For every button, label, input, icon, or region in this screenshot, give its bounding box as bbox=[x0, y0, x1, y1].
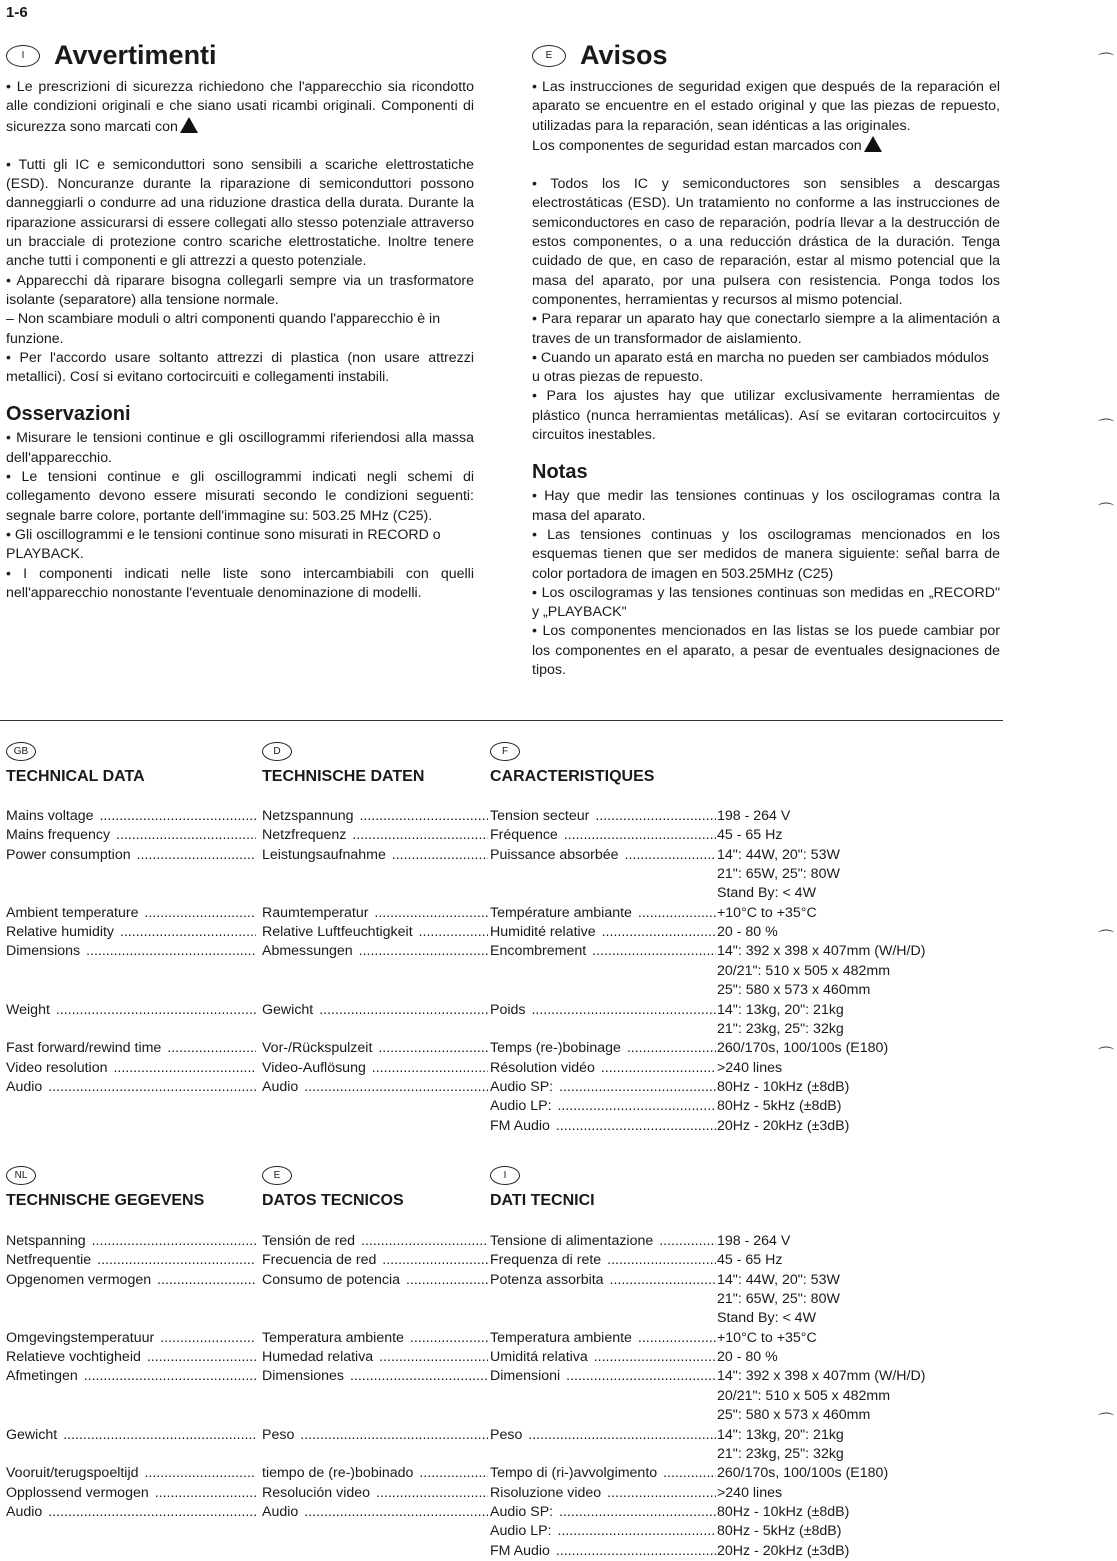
table-cell-value: 21": 23kg, 25": 32kg bbox=[717, 1020, 844, 1037]
scan-edge-mark: ⌒ bbox=[1098, 1413, 1115, 1430]
spanish-p3: • Para reparar un aparato hay que conectarlo siempre a la alimentación a traves de un transformador de aislamiento. bbox=[532, 311, 1000, 347]
table-row bbox=[6, 826, 1006, 845]
table-cell-label: Poids ..... bbox=[490, 1001, 716, 1020]
table-cell-label: Video resolution ..... bbox=[6, 1059, 256, 1078]
table-cell-label: Audio SP: ..... bbox=[490, 1078, 716, 1097]
table-row bbox=[6, 1542, 1006, 1561]
scan-edge-mark: ⌒ bbox=[1098, 53, 1115, 70]
table-cell-label: Audio ..... bbox=[262, 1503, 488, 1522]
italy-badge: I bbox=[6, 45, 40, 67]
italian-p4: – Non scambiare moduli o altri componenti quando l'apparecchio è in funzione. bbox=[6, 311, 441, 347]
table-cell-label: Opplossend vermogen ..... bbox=[6, 1484, 256, 1503]
table-cell-label: Potenza assorbita ..... bbox=[490, 1271, 716, 1290]
table-cell-value: 80Hz - 5kHz (±8dB) bbox=[717, 1098, 842, 1115]
table-row bbox=[6, 1001, 1006, 1020]
technical-data-table-2 bbox=[6, 1166, 1006, 1561]
table-cell-label: Afmetingen ..... bbox=[6, 1367, 256, 1386]
spanish-n1: • Hay que medir las tensiones continuas y los oscilogramas contra la masa del aparato. bbox=[532, 488, 1000, 524]
table-cell-value: 14": 44W, 20": 53W bbox=[717, 1271, 840, 1288]
table-cell-label: Relatieve vochtigheid ..... bbox=[6, 1348, 256, 1367]
table-cell-label: Power consumption ..... bbox=[6, 846, 256, 865]
table-cell-value: 20/21": 510 x 505 x 482mm bbox=[717, 962, 891, 979]
table-cell-label: Fast forward/rewind time ..... bbox=[6, 1039, 256, 1058]
table-cell-label: Netzspannung ..... bbox=[262, 807, 488, 826]
gb-badge: GB bbox=[6, 742, 36, 761]
table-row bbox=[6, 846, 1006, 865]
table-cell-value: 20 - 80 % bbox=[717, 924, 778, 941]
table-cell-label: Omgevingstemperatuur ..... bbox=[6, 1329, 256, 1348]
spanish-title: Avisos bbox=[580, 40, 668, 71]
table-cell-label: Abmessungen ..... bbox=[262, 942, 488, 961]
table-cell-label: Risoluzione video ..... bbox=[490, 1484, 716, 1503]
italian-p2: • Tutti gli IC e semiconduttori sono sensibili a scariche elettrostatiche (ESD). Noncuranze durante la riparazione di semiconduttori possono danneggiarli o condurre ad una riduzione drastica della durata. Durante la riparazione assicurarsi di essere collegati allo stesso potenziale attraverso un bracciale di protezione contro scariche elettrostatiche. Inoltre tenere anche tutti i componenti e gli attrezzi a questo potenziale. bbox=[6, 156, 474, 270]
section-divider bbox=[0, 720, 1003, 721]
table-cell-label: Humidité relative ..... bbox=[490, 923, 716, 942]
scan-edge-mark: ⌒ bbox=[1098, 503, 1115, 520]
table2-header-nl: TECHNISCHE GEGEVENS bbox=[6, 1192, 205, 1209]
table-cell-label: Audio ..... bbox=[6, 1503, 256, 1522]
table-cell-label: Tempo di (ri-)avvolgimento ..... bbox=[490, 1464, 716, 1483]
table-cell-label: Audio LP: ..... bbox=[490, 1097, 716, 1116]
table1-header-de: TECHNISCHE DATEN bbox=[262, 768, 425, 785]
technical-data-table-1 bbox=[6, 742, 1006, 1142]
table-cell-label: Raumtemperatur ..... bbox=[262, 904, 488, 923]
table-row bbox=[6, 1426, 1006, 1445]
italian-p5: • Per l'accordo usare soltanto attrezzi di plastica (non usare attrezzi metallici). Cosí si evitano cortocircuiti e collegamenti instabili. bbox=[6, 349, 474, 386]
table-cell-value: 45 - 65 Hz bbox=[717, 1252, 783, 1269]
table-cell-label: Peso ..... bbox=[490, 1426, 716, 1445]
scan-edge-mark: ⌒ bbox=[1098, 930, 1115, 947]
italian-p1: • Le prescrizioni di sicurezza richiedono che l'apparecchio sia ricondotto alle condizioni originali e che siano usati ricambi originali. Componenti di sicurezza sono marcati con bbox=[6, 79, 474, 135]
table-cell-value: +10°C to +35°C bbox=[717, 904, 817, 921]
table-row bbox=[6, 1039, 1006, 1058]
table-cell-label: Dimensiones ..... bbox=[262, 1367, 488, 1386]
table-cell-label: Netzfrequenz ..... bbox=[262, 826, 488, 845]
table-cell-value: 45 - 65 Hz bbox=[717, 827, 783, 844]
table-cell-value: 21": 65W, 25": 80W bbox=[717, 1291, 840, 1308]
italian-n3: • Gli oscillogrammi e le tensioni continue sono misurati in RECORD o PLAYBACK. bbox=[6, 526, 441, 563]
table-row bbox=[6, 807, 1006, 826]
table-cell-value: 20Hz - 20kHz (±3dB) bbox=[717, 1117, 850, 1134]
table-cell-label: Encombrement ..... bbox=[490, 942, 716, 961]
italian-n2: • Le tensioni continue e gli oscillogrammi indicati negli schemi di collegamento devono essere misurati secondo le condizioni seguenti: segnale barre colore, portante dell'immagine su: 503.25 MHz (C25). bbox=[6, 469, 474, 524]
table-cell-label: Audio SP: ..... bbox=[490, 1503, 716, 1522]
table-cell-label: Mains voltage ..... bbox=[6, 807, 256, 826]
table-cell-label: Gewicht ..... bbox=[262, 1001, 488, 1020]
table-cell-label: Puissance absorbée ..... bbox=[490, 846, 716, 865]
table-cell-value: 80Hz - 5kHz (±8dB) bbox=[717, 1523, 842, 1540]
table-row bbox=[6, 1059, 1006, 1078]
italian-title: Avvertimenti bbox=[54, 40, 217, 71]
table-cell-value: 25": 580 x 573 x 460mm bbox=[717, 1407, 871, 1424]
table-cell-label: Fréquence ..... bbox=[490, 826, 716, 845]
spanish-p1: • Las instrucciones de seguridad exigen que después de la reparación el aparato se encuentre en el estado original y que las piezas de repuesto, utilizadas para la reparación, sean idénticas a las originales. bbox=[532, 79, 1000, 134]
table-row bbox=[6, 1078, 1006, 1097]
table-cell-value: 20Hz - 20kHz (±3dB) bbox=[717, 1542, 850, 1559]
spanish-n2: • Las tensiones continuas y los oscilogramas mencionados en los esquemas tienen que ser medidos de manera siguiente: señal barra de color portadora de imagen en 503.25MHz (C25) bbox=[532, 526, 1000, 582]
table-cell-label: Résolution vidéo ..... bbox=[490, 1059, 716, 1078]
scan-edge-mark: ⌒ bbox=[1098, 419, 1115, 436]
spanish-column bbox=[532, 38, 1000, 680]
table-row bbox=[6, 1503, 1006, 1522]
table-cell-label: Mains frequency ..... bbox=[6, 826, 256, 845]
table-row bbox=[6, 1387, 1006, 1406]
spain-badge: E bbox=[532, 45, 566, 67]
table-cell-label: Peso ..... bbox=[262, 1426, 488, 1445]
table-cell-label: Temps (re-)bobinage ..... bbox=[490, 1039, 716, 1058]
italian-heading bbox=[6, 38, 474, 74]
table-row bbox=[6, 1251, 1006, 1270]
table-cell-label: Température ambiante ..... bbox=[490, 904, 716, 923]
table-cell-label: Consumo de potencia ..... bbox=[262, 1271, 488, 1290]
spanish-n3: • Los oscilogramas y las tensiones continuas son medidas en „RECORD" y „PLAYBACK" bbox=[532, 584, 1000, 621]
italian-n4: • I componenti indicati nelle liste sono intercambiabili con quelli nell'apparecchio nonostante l'eventuale denominazione di modelli. bbox=[6, 565, 474, 601]
spanish-heading bbox=[532, 38, 1000, 74]
table-cell-label: Umiditá relativa ..... bbox=[490, 1348, 716, 1367]
table-cell-label: FM Audio ..... bbox=[490, 1542, 716, 1561]
table-cell-label: FM Audio ..... bbox=[490, 1117, 716, 1136]
italy-badge-2: I bbox=[490, 1166, 520, 1185]
table-row bbox=[6, 1522, 1006, 1541]
table-cell-value: 260/170s, 100/100s (E180) bbox=[717, 1465, 889, 1482]
table-cell-label: Frequenza di rete ..... bbox=[490, 1251, 716, 1270]
spanish-p4: • Cuando un aparato está en marcha no pueden ser cambiados módulos u otras piezas de repuesto. bbox=[532, 349, 989, 386]
france-badge: F bbox=[490, 742, 520, 761]
table-cell-value: 14": 13kg, 20": 21kg bbox=[717, 1001, 844, 1018]
table-cell-value: 198 - 264 V bbox=[717, 808, 791, 824]
table-row bbox=[6, 904, 1006, 923]
table-cell-label: Temperatura ambiente ..... bbox=[262, 1329, 488, 1348]
table-cell-label: Vor-/Rückspulzeit ..... bbox=[262, 1039, 488, 1058]
table-cell-label: Vooruit/terugspoeltijd ..... bbox=[6, 1464, 256, 1483]
table-cell-label: tiempo de (re-)bobinado ..... bbox=[262, 1464, 488, 1483]
table-row bbox=[6, 923, 1006, 942]
table-cell-value: 25": 580 x 573 x 460mm bbox=[717, 982, 871, 999]
table-cell-label: Dimensioni ..... bbox=[490, 1367, 716, 1386]
table-row bbox=[6, 1271, 1006, 1290]
table-cell-label: Ambient temperature ..... bbox=[6, 904, 256, 923]
italian-sub-title: Osservazioni bbox=[6, 403, 131, 426]
table-row bbox=[6, 1367, 1006, 1386]
table-cell-label: Audio ..... bbox=[262, 1078, 488, 1097]
table-cell-value: 20/21": 510 x 505 x 482mm bbox=[717, 1387, 891, 1404]
nl-badge: NL bbox=[6, 1166, 36, 1185]
table-cell-value: Stand By: < 4W bbox=[717, 885, 816, 902]
table-row bbox=[6, 942, 1006, 961]
table-cell-label: Relative humidity ..... bbox=[6, 923, 256, 942]
table-cell-label: Resolución video ..... bbox=[262, 1484, 488, 1503]
table-cell-label: Video-Auflösung ..... bbox=[262, 1059, 488, 1078]
table-cell-label: Netfrequentie ..... bbox=[6, 1251, 256, 1270]
table-cell-label: Weight ..... bbox=[6, 1001, 256, 1020]
table-row bbox=[6, 1309, 1006, 1328]
table-row bbox=[6, 1020, 1006, 1039]
spanish-p1b: Los componentes de seguridad estan marcados con bbox=[532, 136, 1000, 156]
table-cell-label: Tensión de red ..... bbox=[262, 1232, 488, 1251]
spanish-sub-title: Notas bbox=[532, 461, 588, 484]
germany-badge: D bbox=[262, 742, 292, 761]
warning-triangle-icon bbox=[864, 136, 882, 152]
table-cell-value: >240 lines bbox=[717, 1059, 783, 1076]
table-row bbox=[6, 1290, 1006, 1309]
table-row bbox=[6, 1484, 1006, 1503]
table-row bbox=[6, 1117, 1006, 1136]
table-row bbox=[6, 981, 1006, 1000]
table-cell-value: 21": 65W, 25": 80W bbox=[717, 866, 840, 883]
table-cell-value: 14": 392 x 398 x 407mm (W/H/D) bbox=[717, 1368, 926, 1385]
table-cell-value: Stand By: < 4W bbox=[717, 1310, 816, 1327]
table-row bbox=[6, 1445, 1006, 1464]
table-cell-label: Tensione di alimentazione ..... bbox=[490, 1232, 716, 1251]
table-row bbox=[6, 1464, 1006, 1483]
scan-edge-mark: ⌒ bbox=[1098, 1047, 1115, 1064]
table-cell-label: Frecuencia de red ..... bbox=[262, 1251, 488, 1270]
table1-header-en: TECHNICAL DATA bbox=[6, 768, 145, 785]
table-cell-label: Gewicht ..... bbox=[6, 1426, 256, 1445]
table-cell-label: Dimensions ..... bbox=[6, 942, 256, 961]
table-row bbox=[6, 1232, 1006, 1251]
table-cell-value: 260/170s, 100/100s (E180) bbox=[717, 1040, 889, 1057]
table-cell-value: 198 - 264 V bbox=[717, 1233, 791, 1249]
table-cell-label: Temperatura ambiente ..... bbox=[490, 1329, 716, 1348]
warning-triangle-icon bbox=[180, 117, 198, 133]
spanish-n4: • Los componentes mencionados en las listas se los puede cambiar por los componentes en el aparato, a pesar de eventuales designaciones de tipos. bbox=[532, 623, 1000, 679]
italian-n1: • Misurare le tensioni continue e gli oscillogrammi riferiendosi alla massa dell'apparecchio. bbox=[6, 430, 474, 466]
table-row bbox=[6, 1348, 1006, 1367]
table1-header-fr: CARACTERISTIQUES bbox=[490, 768, 655, 785]
table-cell-label: Leistungsaufnahme ..... bbox=[262, 846, 488, 865]
table-row bbox=[6, 865, 1006, 884]
table-cell-value: 80Hz - 10kHz (±8dB) bbox=[717, 1078, 850, 1095]
table-cell-value: 20 - 80 % bbox=[717, 1349, 778, 1366]
table-cell-label: Audio ..... bbox=[6, 1078, 256, 1097]
spain-badge-2: E bbox=[262, 1166, 292, 1185]
table-row bbox=[6, 1406, 1006, 1425]
table-cell-value: 14": 44W, 20": 53W bbox=[717, 846, 840, 863]
spanish-p2: • Todos los IC y semiconductores son sensibles a descargas electrostáticas (ESD). Un tratamiento no conforme a las instrucciones de semiconductores en caso de reparación, podría llevar a la destrucción de estos componentes, o a una reducción drástica de la duración. Tenga cuidado de que, en caso de reparación, estar al mismo potencial que la masa del aparato, por una pulsera con resistencia. Ponga todos los componentes, herramientas y recursos al mismo potencial. bbox=[532, 176, 1000, 308]
table-cell-value: 14": 392 x 398 x 407mm (W/H/D) bbox=[717, 943, 926, 960]
page-number: 1-6 bbox=[6, 4, 28, 21]
table-cell-label: Netspanning ..... bbox=[6, 1232, 256, 1251]
table-row bbox=[6, 1097, 1006, 1116]
table2-header-es: DATOS TECNICOS bbox=[262, 1192, 404, 1209]
table-cell-value: +10°C to +35°C bbox=[717, 1329, 817, 1346]
table-row bbox=[6, 962, 1006, 981]
table-row bbox=[6, 884, 1006, 903]
table-row bbox=[6, 1329, 1006, 1348]
table-cell-value: >240 lines bbox=[717, 1484, 783, 1501]
table-cell-value: 80Hz - 10kHz (±8dB) bbox=[717, 1503, 850, 1520]
table-cell-label: Audio LP: ..... bbox=[490, 1522, 716, 1541]
spanish-p5: • Para los ajustes hay que utilizar exclusivamente herramientas de plástico (nunca herramientas metálicas). Así se evitaran cortocircuitos y circuitos inestables. bbox=[532, 388, 1000, 444]
table-cell-label: Humedad relativa ..... bbox=[262, 1348, 488, 1367]
table-cell-label: Tension secteur ..... bbox=[490, 807, 716, 826]
table-cell-value: 14": 13kg, 20": 21kg bbox=[717, 1426, 844, 1443]
table-cell-value: 21": 23kg, 25": 32kg bbox=[717, 1445, 844, 1462]
table-cell-label: Relative Luftfeuchtigkeit ..... bbox=[262, 923, 488, 942]
table-cell-label: Opgenomen vermogen ..... bbox=[6, 1271, 256, 1290]
italian-p3: • Apparecchi dà riparare bisogna collegarli sempre via un trasformatore isolante (separatore) alla tensione normale. bbox=[6, 272, 474, 308]
italian-column bbox=[6, 38, 474, 603]
table2-header-it: DATI TECNICI bbox=[490, 1192, 595, 1209]
